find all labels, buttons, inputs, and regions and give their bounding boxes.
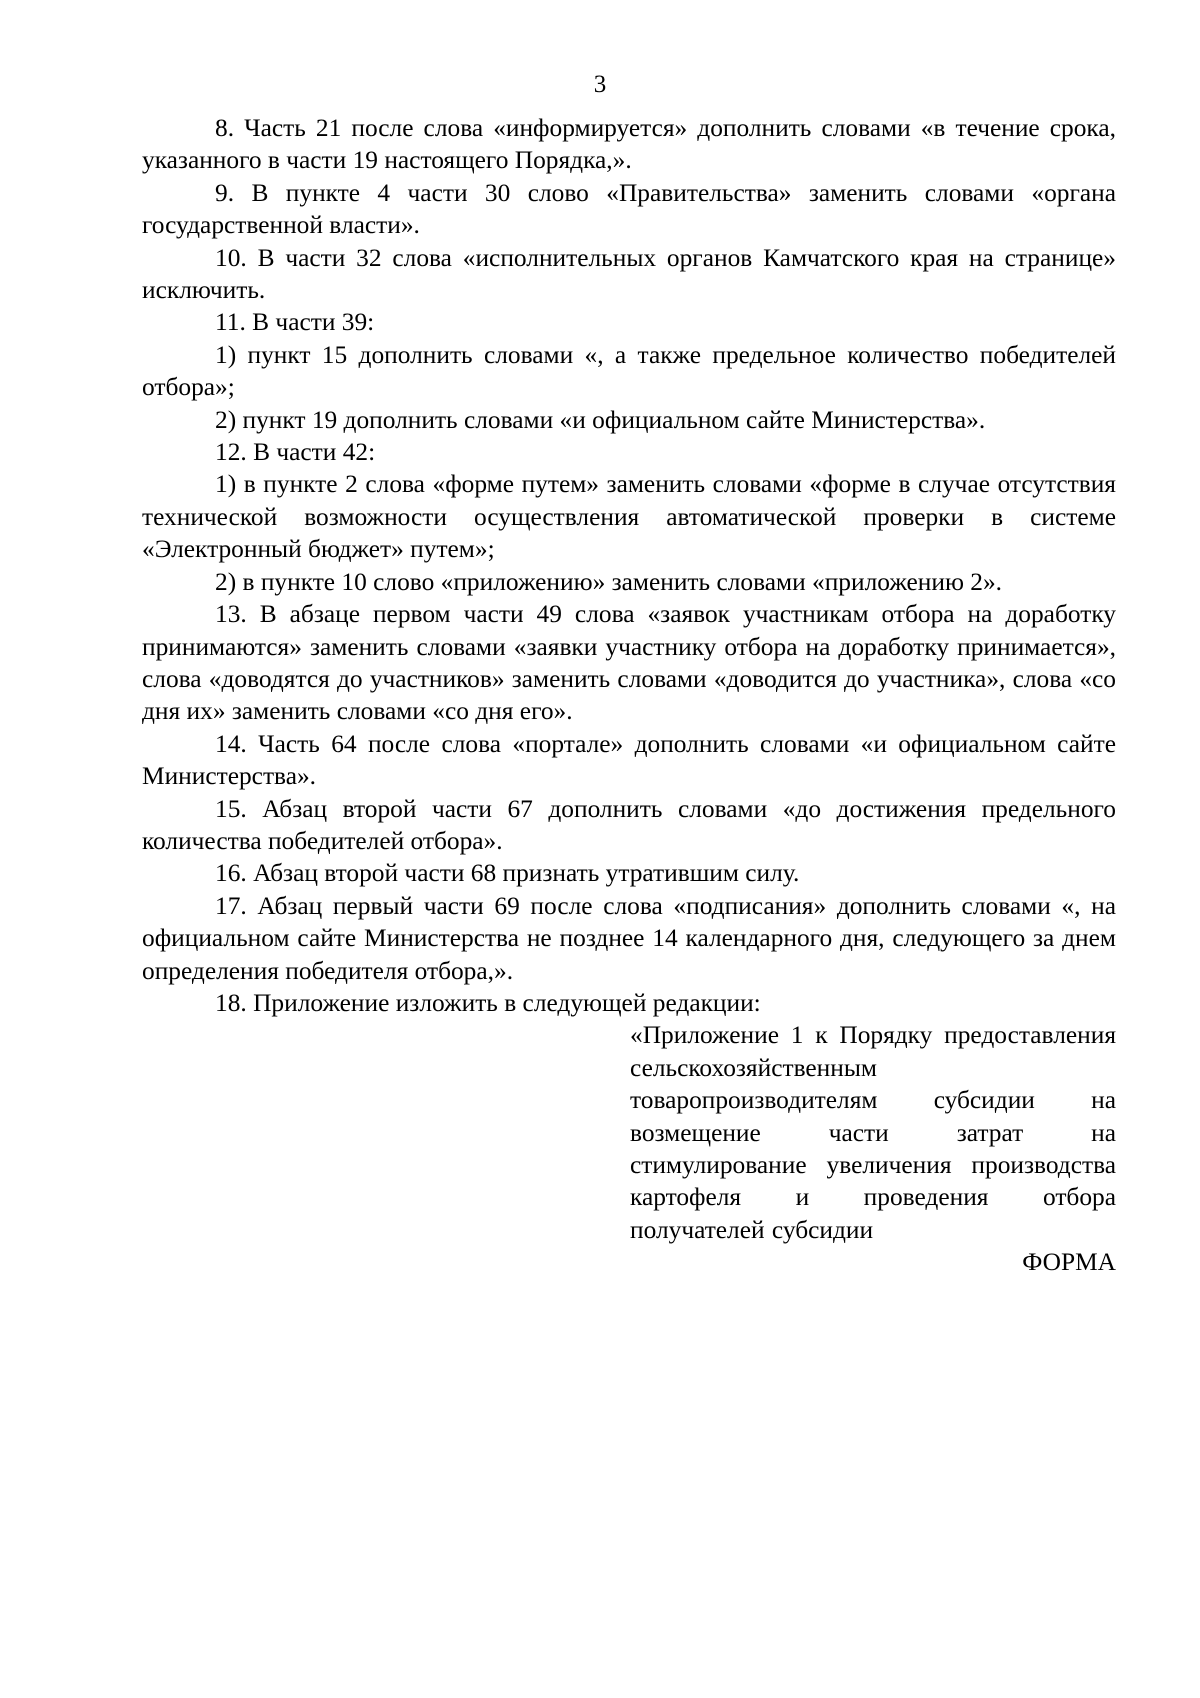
paragraph-item-12-2: 2) в пункте 10 слово «приложению» заменить словами «приложению 2». [215,567,1003,596]
paragraph-item-11-1: 1) пункт 15 дополнить словами «, а также предельное количество победителей отбора»; [142,340,1116,402]
paragraph-item-16: 16. Абзац второй части 68 признать утратившим силу. [215,859,800,888]
paragraph-item-11-2: 2) пункт 19 дополнить словами «и официальном сайте Министерства». [215,405,986,434]
document-body [142,112,1116,1279]
paragraph-item-8: 8. Часть 21 после слова «информируется» дополнить словами «в течение срока, указанного в части 19 настоящего Порядка,». [142,114,1116,175]
paragraph-item-11: 11. В части 39: [215,308,375,337]
paragraph-item-17: 17. Абзац первый части 69 после слова «подписания» дополнить словами «, на официальном сайте Министерства не позднее 14 календарного дня, следующего за днем определения победителя отбора,». [142,891,1116,985]
page-number: 3 [593,71,607,98]
paragraph-item-9: 9. В пункте 4 части 30 слово «Правительства» заменить словами «органа государственной власти». [142,178,1116,240]
paragraph-item-10: 10. В части 32 слова «исполнительных органов Камчатского края на странице» исключить. [142,243,1116,305]
paragraph-item-13: 13. В абзаце первом части 49 слова «заявок участникам отбора на доработку принимаются» заменить словами «заявки участнику отбора на доработку принимается», слова «доводятся до участников» заменить словами «доводится до участника», слова «со дня их» заменить словами «со дня его». [142,600,1116,726]
paragraph-item-12-1: 1) в пункте 2 слова «форме путем» заменить словами «форме в случае отсутствия технической возможности осуществления автоматической проверки в системе «Электронный бюджет» путем»; [142,470,1116,564]
appendix-heading: «Приложение 1 к Порядку предоставления сельскохозяйственным товаропроизводителям субсидии на возмещение части затрат на стимулирование увеличения производства картофеля и проведения отбора получателей субсидии [630,1021,1116,1244]
form-label: ФОРМА [1022,1248,1116,1277]
paragraph-item-12: 12. В части 42: [215,438,376,467]
paragraph-item-14: 14. Часть 64 после слова «портале» дополнить словами «и официальном сайте Министерства». [142,729,1116,791]
paragraph-item-15: 15. Абзац второй части 67 дополнить словами «до достижения предельного количества победителей отбора». [142,794,1116,855]
paragraph-item-18: 18. Приложение изложить в следующей редакции: [215,988,761,1017]
